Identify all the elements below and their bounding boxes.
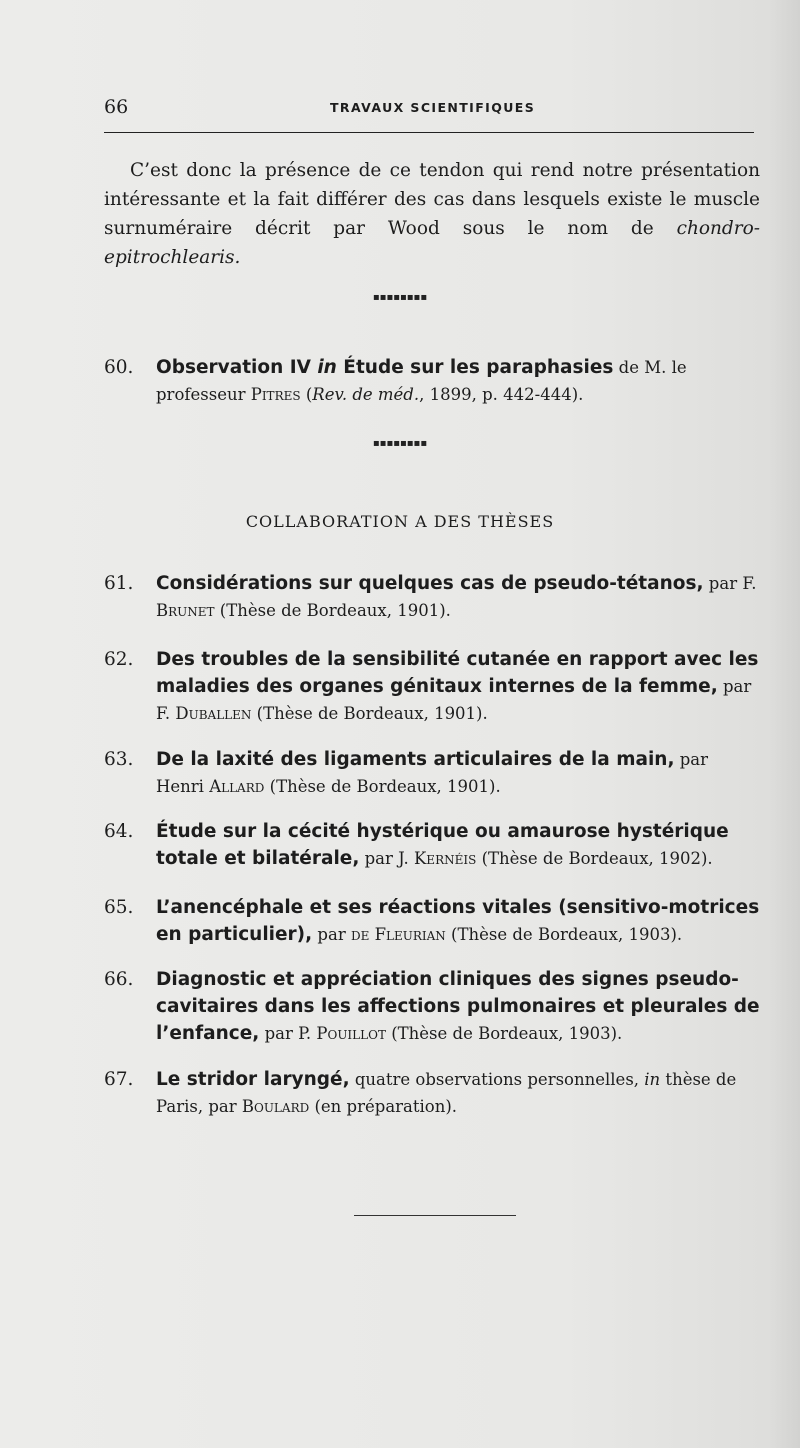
entry-title: Observation IV: [156, 357, 318, 378]
entry-text: par F.: [156, 677, 752, 723]
entry-line: [104, 966, 760, 1047]
entry-author: de Fleurian: [350, 925, 446, 944]
entry-author: Kernéis: [413, 849, 477, 868]
entry-journal: Rev. de méd.: [312, 385, 420, 404]
entry-title: Des troubles de la sensibilité cutanée en rapport avec les maladies des organes génitaux internes de la femme,: [156, 649, 759, 697]
intro-italic-term: chondro-epitrochlearis.: [104, 218, 760, 268]
closing-rule: [354, 1215, 516, 1216]
entry-author: Brunet: [156, 601, 215, 620]
entry-line: [104, 646, 760, 727]
entry-number: 66.: [104, 969, 134, 990]
entry-number: 62.: [104, 649, 134, 670]
section-title: COLLABORATION A DES THÈSES: [245, 512, 555, 531]
entry-number: 63.: [104, 749, 134, 770]
entry-line: [104, 570, 760, 624]
entry-64: [104, 818, 760, 872]
entry-line: [104, 818, 760, 872]
entry-line: [104, 1066, 760, 1120]
header-rule: [104, 132, 754, 133]
entry-title: L’anencéphale et ses réactions vitales (sensitivo-motrices en particulier),: [156, 897, 760, 945]
entry-text: (Thèse de Bordeaux, 1901).: [264, 777, 501, 796]
intro-paragraph: [104, 156, 760, 272]
entry-text: (: [300, 385, 313, 404]
running-title: TRAVAUX SCIENTIFIQUES: [330, 100, 536, 115]
entry-text: thèse de Paris, par: [156, 1070, 737, 1116]
entry-line: [104, 746, 760, 800]
page-header: [104, 96, 754, 122]
entry-title: Le stridor laryngé,: [156, 1069, 350, 1090]
entry-author: Pitres: [250, 385, 301, 404]
entry-62: [104, 646, 760, 727]
entry-author: Boulard: [241, 1097, 310, 1116]
entry-line: [104, 894, 760, 948]
entry-number: 65.: [104, 897, 134, 918]
entry-63: [104, 746, 760, 800]
entry-title: Diagnostic et appréciation cliniques des signes pseudo-cavitaires dans les affections pulmonaires et pleurales de l’enfance,: [156, 969, 760, 1044]
entry-60: [104, 354, 760, 408]
entry-title: Considérations sur quelques cas de pseudo-tétanos,: [156, 573, 704, 594]
entry-title: Étude sur la cécité hystérique ou amaurose hystérique totale et bilatérale,: [156, 821, 729, 869]
page-number: 66: [104, 96, 129, 118]
entry-text: (Thèse de Bordeaux, 1902).: [476, 849, 713, 868]
entry-number: 61.: [104, 573, 134, 594]
entry-text: par Henri: [156, 750, 709, 796]
entry-author: Allard: [209, 777, 265, 796]
entry-text: par F.: [703, 574, 757, 593]
section-ornament: ▪▪▪▪▪▪▪▪: [372, 438, 428, 449]
entry-60-line: [104, 354, 760, 408]
section-ornament: ▪▪▪▪▪▪▪▪: [372, 292, 428, 303]
entry-author: Pouillot: [316, 1024, 386, 1043]
entry-text: (en préparation).: [309, 1097, 458, 1116]
entry-text: (Thèse de Bordeaux, 1903).: [445, 925, 683, 944]
entry-number: 64.: [104, 821, 134, 842]
entry-text: de M. le professeur: [156, 358, 687, 404]
entry-in: in: [644, 1070, 661, 1089]
entry-text: (Thèse de Bordeaux, 1901).: [251, 704, 488, 723]
entry-text: par J.: [359, 849, 414, 868]
intro-text: C’est donc la présence de ce tendon qui rend notre présentation intéressante et la fait différer des cas dans lesquels existe le muscle surnuméraire décrit par Wood sous le nom de: [104, 160, 760, 239]
entry-number: 67.: [104, 1069, 134, 1090]
entry-text: par: [312, 925, 351, 944]
entry-67: [104, 1066, 760, 1120]
entry-text: (Thèse de Bordeaux, 1901).: [214, 601, 451, 620]
entry-text: (Thèse de Bordeaux, 1903).: [385, 1024, 623, 1043]
entry-title-in: in: [317, 357, 337, 378]
entry-title-rest: Étude sur les paraphasies: [336, 357, 614, 378]
entry-65: [104, 894, 760, 948]
entry-61: [104, 570, 760, 624]
entry-text: , 1899, p. 442-444).: [419, 385, 584, 404]
entry-number: 60.: [104, 357, 134, 378]
entry-title: De la laxité des ligaments articulaires de la main,: [156, 749, 675, 770]
entry-text: par P.: [259, 1024, 317, 1043]
entry-66: [104, 966, 760, 1047]
entry-text: quatre observations personnelles,: [349, 1070, 645, 1089]
entry-author: Duballen: [175, 704, 252, 723]
